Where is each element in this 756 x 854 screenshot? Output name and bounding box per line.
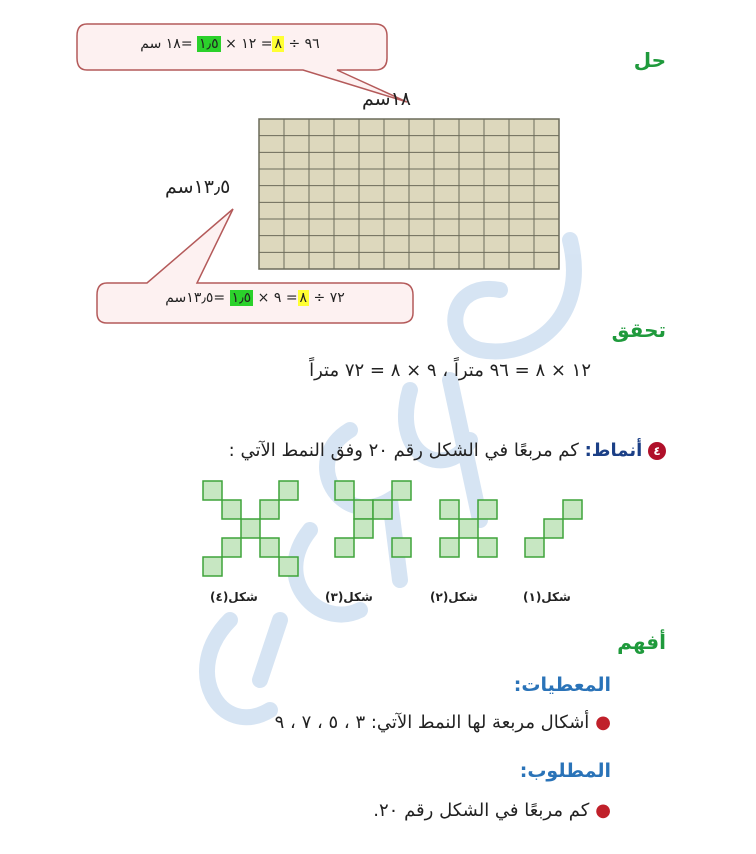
pattern-square <box>335 538 354 557</box>
required-item <box>373 800 611 821</box>
figure-4-label: شكل(٤) <box>210 590 258 604</box>
patterns-question: كم مربعًا في الشكل رقم ٢٠ وفق النمط الآتي : <box>228 440 579 461</box>
pattern-square <box>222 500 241 519</box>
pattern-square <box>544 519 563 538</box>
understand-heading: أفهم <box>617 630 666 654</box>
rectangle-grid <box>258 118 560 270</box>
patterns-question-line <box>229 440 666 461</box>
callout-part: = <box>260 36 273 52</box>
pattern-square <box>279 557 298 576</box>
callout-part: =١٨ سم <box>140 36 193 52</box>
pattern-square <box>335 481 354 500</box>
callout-part: =١٣٫٥سم <box>165 290 226 306</box>
pattern-square <box>440 538 459 557</box>
pattern-square <box>525 538 544 557</box>
callout-part: ٩٦ ÷ <box>288 36 320 52</box>
pattern-square <box>373 500 392 519</box>
callout-part: = <box>285 290 298 306</box>
top-callout-text <box>100 36 360 52</box>
figure-2-label: شكل(٢) <box>430 590 478 604</box>
figure-1-label: شكل(١) <box>523 590 571 604</box>
pattern-square <box>260 538 279 557</box>
pattern-square <box>354 519 373 538</box>
patterns-title: أنماط: <box>584 440 643 461</box>
callout-part: ٧٢ ÷ <box>313 290 345 306</box>
highlight-yellow: ٨ <box>299 290 308 306</box>
bullet-icon: ● <box>595 712 611 733</box>
pattern-square <box>241 519 260 538</box>
pattern-square <box>459 519 478 538</box>
highlight-yellow: ٨ <box>274 36 283 52</box>
highlight-green: ١٫٥ <box>231 290 252 306</box>
solution-heading: حل <box>633 48 666 72</box>
callout-part: ١٢ × <box>225 36 257 52</box>
check-heading: تحقق <box>611 318 666 342</box>
pattern-square <box>203 481 222 500</box>
bullet-icon: ● <box>595 800 611 821</box>
pattern-square <box>354 500 373 519</box>
pattern-square <box>478 538 497 557</box>
bottom-callout-text <box>120 290 390 306</box>
width-label: ١٨سم <box>362 88 411 110</box>
pattern-square <box>563 500 582 519</box>
pattern-figures <box>195 475 595 580</box>
pattern-square <box>440 500 459 519</box>
pattern-square <box>260 500 279 519</box>
callout-part: ٩ × <box>257 290 282 306</box>
number-badge: ٤ <box>648 442 666 460</box>
givens-item <box>275 712 611 733</box>
pattern-square <box>222 538 241 557</box>
pattern-square <box>392 538 411 557</box>
givens-heading: المعطيات: <box>513 674 611 696</box>
pattern-square <box>478 500 497 519</box>
pattern-square <box>279 481 298 500</box>
pattern-square <box>203 557 222 576</box>
figure-3-label: شكل(٣) <box>325 590 373 604</box>
height-label: ١٣٫٥سم <box>165 176 231 198</box>
pattern-square <box>392 481 411 500</box>
required-text: كم مربعًا في الشكل رقم ٢٠. <box>373 800 590 821</box>
check-equation: ١٢ × ٨ = ٩٦ متراً ، ٩ × ٨ = ٧٢ متراً <box>309 360 591 381</box>
required-heading: المطلوب: <box>519 760 611 782</box>
givens-text: أشكال مربعة لها النمط الآتي: ٣ ، ٥ ، ٧ ، ٩ <box>274 712 590 733</box>
highlight-green: ١٫٥ <box>199 36 219 52</box>
